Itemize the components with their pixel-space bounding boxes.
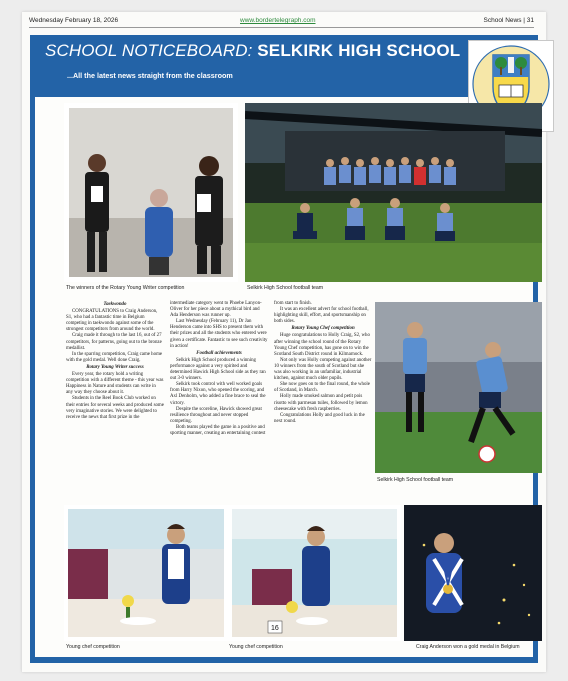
paragraph: Both teams played the game in a positive and sporting manner, creating an entertaining contest [170, 424, 266, 436]
website-link[interactable]: www.bordertelegraph.com [240, 17, 316, 24]
caption-rotary: The winners of the Rotary Young Writer competition [66, 285, 185, 291]
paragraph: Despite the scoreline, Hawick showed great resilience throughout and never stopped competing. [170, 406, 262, 424]
section-label: School News | 31 [483, 17, 534, 24]
caption-gold-medal: Craig Anderson won a gold medal in Belgium [416, 644, 520, 650]
paragraph: Not only was Holly competing against another 10 winners from the south of Scotland but she was also working in an unfamiliar, industrial kitchen, against much older pupils. [274, 357, 372, 382]
paragraph: She now goes on to the final round, the whole of Scotland, in March. [274, 382, 370, 394]
paragraph: intermediate category went to Phoebe Lanyon-Oliver for her piece about a mythical bird and Ada Henderson was runner up. [170, 301, 262, 319]
article-column-3 [274, 301, 372, 425]
noticeboard-masthead [45, 41, 461, 63]
paragraph: Students in the Reel Book Club worked on their entries for several weeks and produced some very imaginative stories. We were delighted to receive the news that first prize in the [66, 396, 164, 420]
page-folio [22, 12, 546, 30]
paragraph: CONGRATULATIONS to Craig Anderson, S1, who had a fantastic time in Belgium competing in taekwondo against some of the strongest competitors from around the world. [66, 309, 158, 333]
paragraph: from start to finish. [274, 301, 312, 306]
subhead-young-chef: Rotary Young Chef competition [291, 326, 355, 332]
photo-young-chef-2 [228, 505, 401, 641]
folio-rule [29, 27, 534, 28]
football-team-image [245, 103, 542, 282]
caption-young-chef-2: Young chef competition [229, 644, 283, 650]
paragraph: Selkirk High School produced a winning performance against a very spirited and determined Hawick High School side as they ran out 3-0 winners. [170, 357, 266, 382]
caption-young-chef-1: Young chef competition [66, 644, 120, 650]
paragraph: Craig made it through to the last 16, out of 27 competitors, for patterns, going out to the bronze medallist. [66, 333, 162, 351]
section-name: School News [483, 17, 522, 24]
masthead-kicker: SCHOOL NOTICEBOARD: [45, 41, 253, 60]
subhead-football: Football achievements [196, 350, 242, 356]
rotary-winners-image [69, 108, 233, 277]
article-column-1 [66, 301, 164, 421]
caption-football-team: Selkirk High School football team [247, 285, 324, 291]
masthead-school: SELKIRK HIGH SCHOOL [257, 41, 461, 60]
young-chef-2-image [232, 509, 397, 637]
article-column-2 [170, 301, 268, 437]
football-action-image [375, 302, 542, 473]
paragraph: Last Wednesday (February 11), Dr Jan Henderson came into SHS to present them with their prizes and all the students who entered were given a certificate. Fantastic to see such creativity in action! [170, 319, 268, 349]
paragraph: In the sparring competition, Craig came home with the gold medal. Well done Craig. [66, 351, 163, 363]
paragraph: Congratulations Holly and good luck in the next round. [274, 412, 365, 424]
subhead-taekwondo: Taekwondo [103, 302, 127, 307]
paragraph: Selkirk took control with well worked goals from Harry Nixon, who opened the scoring, and Axl Denholm, who added a fine brace to seal the victory. [170, 382, 266, 406]
paragraph: Huge congratulations to Holly Craig, S2, who after winning the school round of the Rotary Young Chef competition, has gone on to win the Scotland South District round in Kilmarnock. [274, 333, 370, 357]
young-chef-1-image [68, 509, 224, 637]
paragraph: It was an excellent advert for school football, highlighting skill, effort, and sportsmanship on both sides. [274, 307, 369, 325]
gold-medal-image [404, 505, 542, 641]
paragraph: Holly made smoked salmon and petit pois risotto with parmesan tuiles, followed by lemon cheesecake with fresh raspberries. [274, 394, 368, 412]
photo-young-chef-1 [64, 505, 228, 641]
photo-rotary-winners [64, 103, 238, 282]
paragraph: Every year, the rotary hold a writing competition with a different theme - this year was Happiness in Nature and students can write in any way they choose about it. [66, 372, 164, 396]
newspaper-page [22, 12, 546, 672]
photo-gold-medal [404, 505, 542, 641]
photo-football-action [375, 302, 542, 473]
page-number: 31 [526, 17, 534, 24]
photo-badge-number: 16 [271, 625, 279, 632]
photo-football-team [245, 103, 542, 282]
caption-football-action: Selkirk High School football team [377, 477, 454, 483]
issue-date: Wednesday February 18, 2026 [29, 17, 119, 24]
subhead-rotary-writer: Rotary Young Writer success [86, 364, 144, 370]
masthead-tagline: ...All the latest news straight from the classroom [67, 71, 233, 80]
